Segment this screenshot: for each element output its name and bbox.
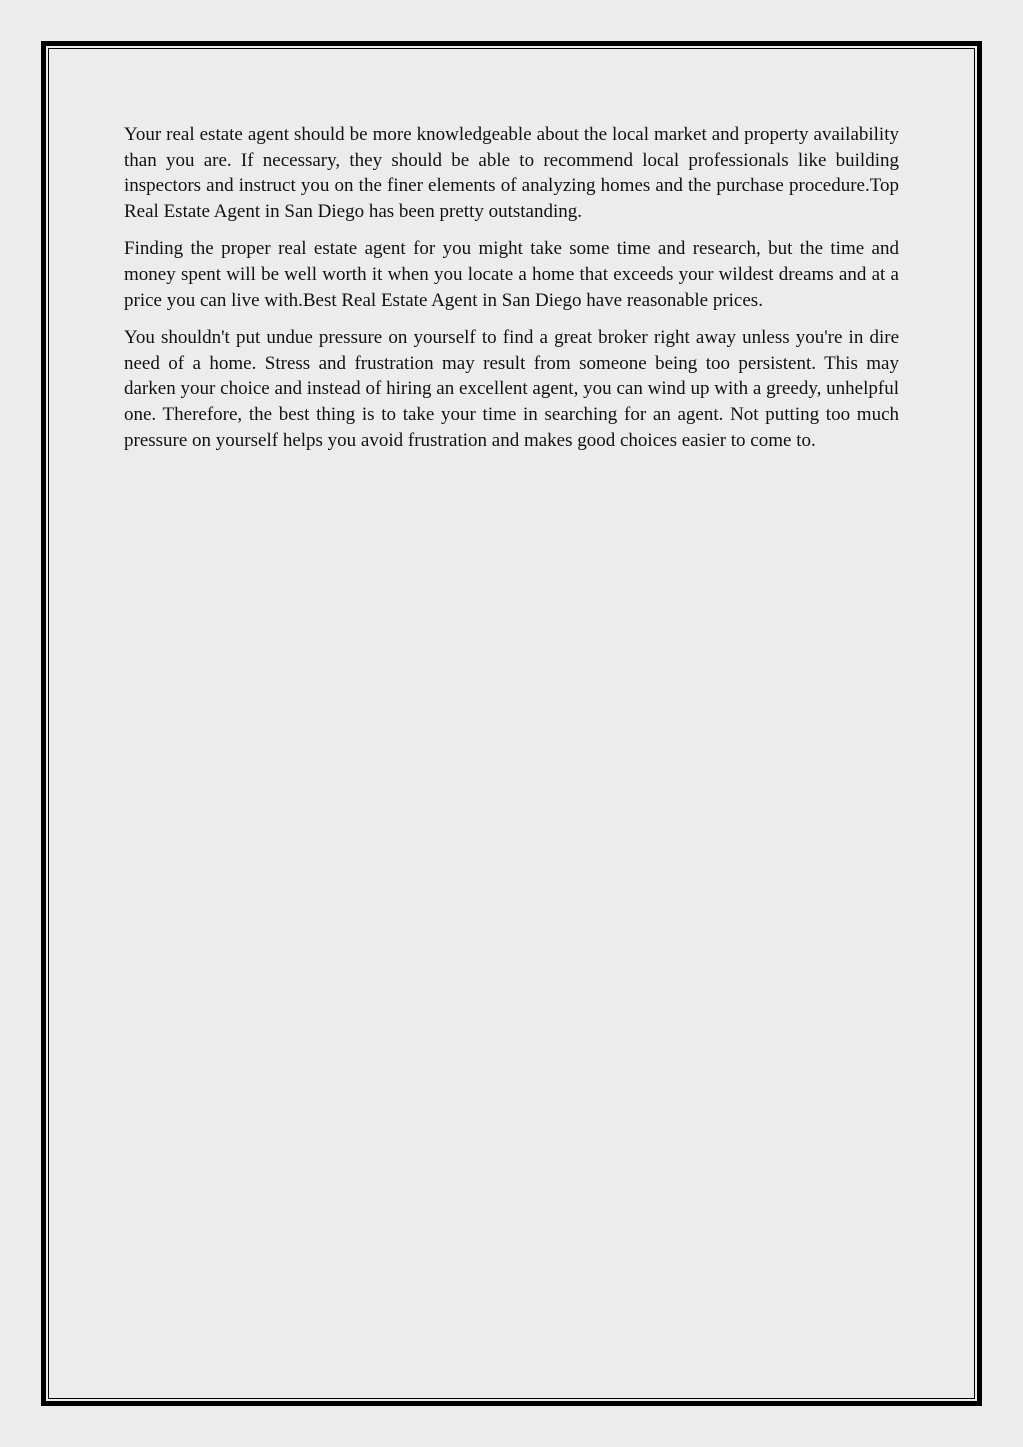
paragraph-3: You shouldn't put undue pressure on yourself to find a great broker right away unless you're in dire need of a home. Stress and frustration may result from someone being too persistent. This may darken your choice and instead of hiring an excellent agent, you can wind up with a greedy, unhelpful one. Therefore, the best thing is to take your time in searching for an agent. Not putting too much pressure on yourself helps you avoid frustration and makes good choices easier to come to. (124, 327, 899, 451)
paragraph-1: Your real estate agent should be more knowledgeable about the local market and property availability than you are. If necessary, they should be able to recommend local professionals like building inspectors and instruct you on the finer elements of analyzing homes and the purchase procedure.Top Real Estate Agent in San Diego has been pretty outstanding. (124, 124, 899, 222)
paragraph-2: Finding the proper real estate agent for you might take some time and research, but the time and money spent will be well worth it when you locate a home that exceeds your wildest dreams and at a price you can live with.Best Real Estate Agent in San Diego have reasonable prices. (124, 238, 899, 311)
document-body (124, 122, 899, 465)
